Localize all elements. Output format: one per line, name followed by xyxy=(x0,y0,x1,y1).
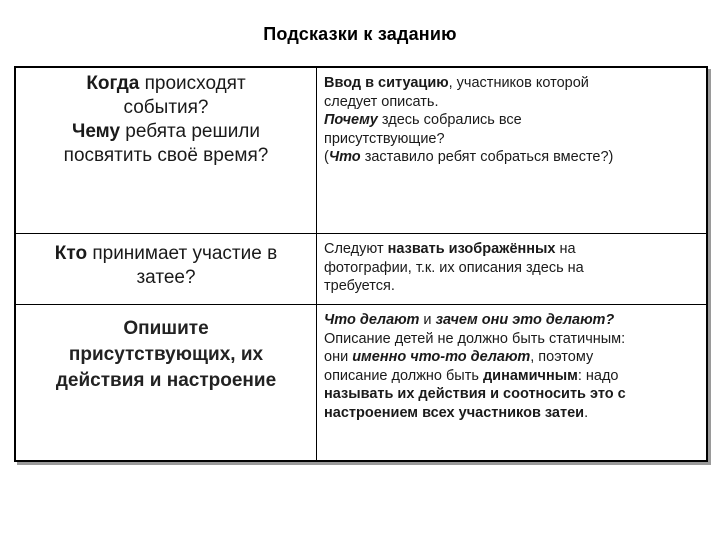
text-segment: называть их действия и соотносить это с xyxy=(324,386,626,402)
row-divider xyxy=(16,233,706,234)
text-line xyxy=(324,348,707,367)
text-line xyxy=(16,144,316,168)
text-line xyxy=(324,330,707,349)
text-segment: Почему xyxy=(324,112,378,128)
text-segment: описание должно быть xyxy=(324,367,483,384)
text-line xyxy=(324,277,707,296)
row-3-question xyxy=(16,316,316,394)
text-segment: и xyxy=(419,312,436,328)
text-line xyxy=(16,120,316,144)
row-3-hint xyxy=(317,311,707,422)
text-line xyxy=(16,342,316,368)
text-segment: посвятить своё время? xyxy=(63,145,269,166)
text-segment: Опишите xyxy=(123,318,209,339)
text-segment: ( xyxy=(324,149,329,165)
text-segment: события? xyxy=(123,97,209,118)
text-segment: настроением всех участников затеи xyxy=(324,404,585,421)
text-line xyxy=(324,93,707,112)
text-line xyxy=(16,266,316,290)
text-segment: ребята решили xyxy=(120,121,261,142)
text-line xyxy=(324,404,707,423)
text-segment: : надо xyxy=(577,367,619,384)
text-segment: заставило ребят собраться вместе?) xyxy=(360,149,614,165)
row-1-hint xyxy=(317,74,707,167)
text-segment: принимает участие в xyxy=(87,243,278,264)
row-1-question xyxy=(16,72,316,168)
text-segment: Ввод в ситуацию xyxy=(324,75,449,91)
text-segment: . xyxy=(584,404,589,421)
text-line xyxy=(16,72,316,96)
text-line xyxy=(324,148,707,167)
text-line xyxy=(16,316,316,342)
text-line xyxy=(324,240,707,259)
text-segment: Что xyxy=(328,149,361,165)
text-line xyxy=(16,368,316,394)
text-segment: требуется. xyxy=(324,278,395,294)
text-line xyxy=(324,111,707,130)
text-segment: Когда xyxy=(86,73,140,94)
text-line xyxy=(324,367,707,386)
text-segment: Что делают xyxy=(324,312,420,328)
text-segment: именно что-то делают xyxy=(352,349,531,365)
text-segment: следует описать. xyxy=(324,93,439,110)
text-segment: фотографии, т.к. их описания здесь на xyxy=(324,259,584,276)
text-segment: , поэтому xyxy=(530,349,594,365)
text-segment: присутствующих, их xyxy=(68,344,264,365)
page-title: Подсказки к заданию xyxy=(263,24,457,44)
text-line xyxy=(324,130,707,149)
text-segment: действия и настроение xyxy=(55,370,277,391)
text-line xyxy=(16,96,316,120)
text-segment: зачем они это делают? xyxy=(435,312,615,328)
text-segment: затее? xyxy=(136,267,196,288)
text-segment: происходят xyxy=(139,73,246,94)
text-segment: здесь собрались все xyxy=(377,112,522,128)
text-segment: Описание детей не должно быть статичным: xyxy=(324,330,626,347)
row-divider xyxy=(16,304,706,305)
text-segment: Кто xyxy=(54,243,88,264)
text-segment: Чему xyxy=(71,121,121,142)
text-segment: , участников которой xyxy=(448,75,589,91)
text-segment: они xyxy=(324,349,353,365)
row-2-hint xyxy=(317,240,707,296)
text-segment: присутствующие? xyxy=(324,130,445,147)
text-line xyxy=(324,311,707,330)
text-line xyxy=(324,259,707,278)
row-2-question xyxy=(16,242,316,290)
text-segment: назвать изображённых xyxy=(387,241,556,257)
text-segment: на xyxy=(555,241,576,257)
text-line xyxy=(16,242,316,266)
hints-table xyxy=(14,66,708,462)
text-line xyxy=(324,74,707,93)
text-segment: Следуют xyxy=(324,241,388,257)
text-line xyxy=(324,385,707,404)
text-segment: динамичным xyxy=(482,367,578,384)
